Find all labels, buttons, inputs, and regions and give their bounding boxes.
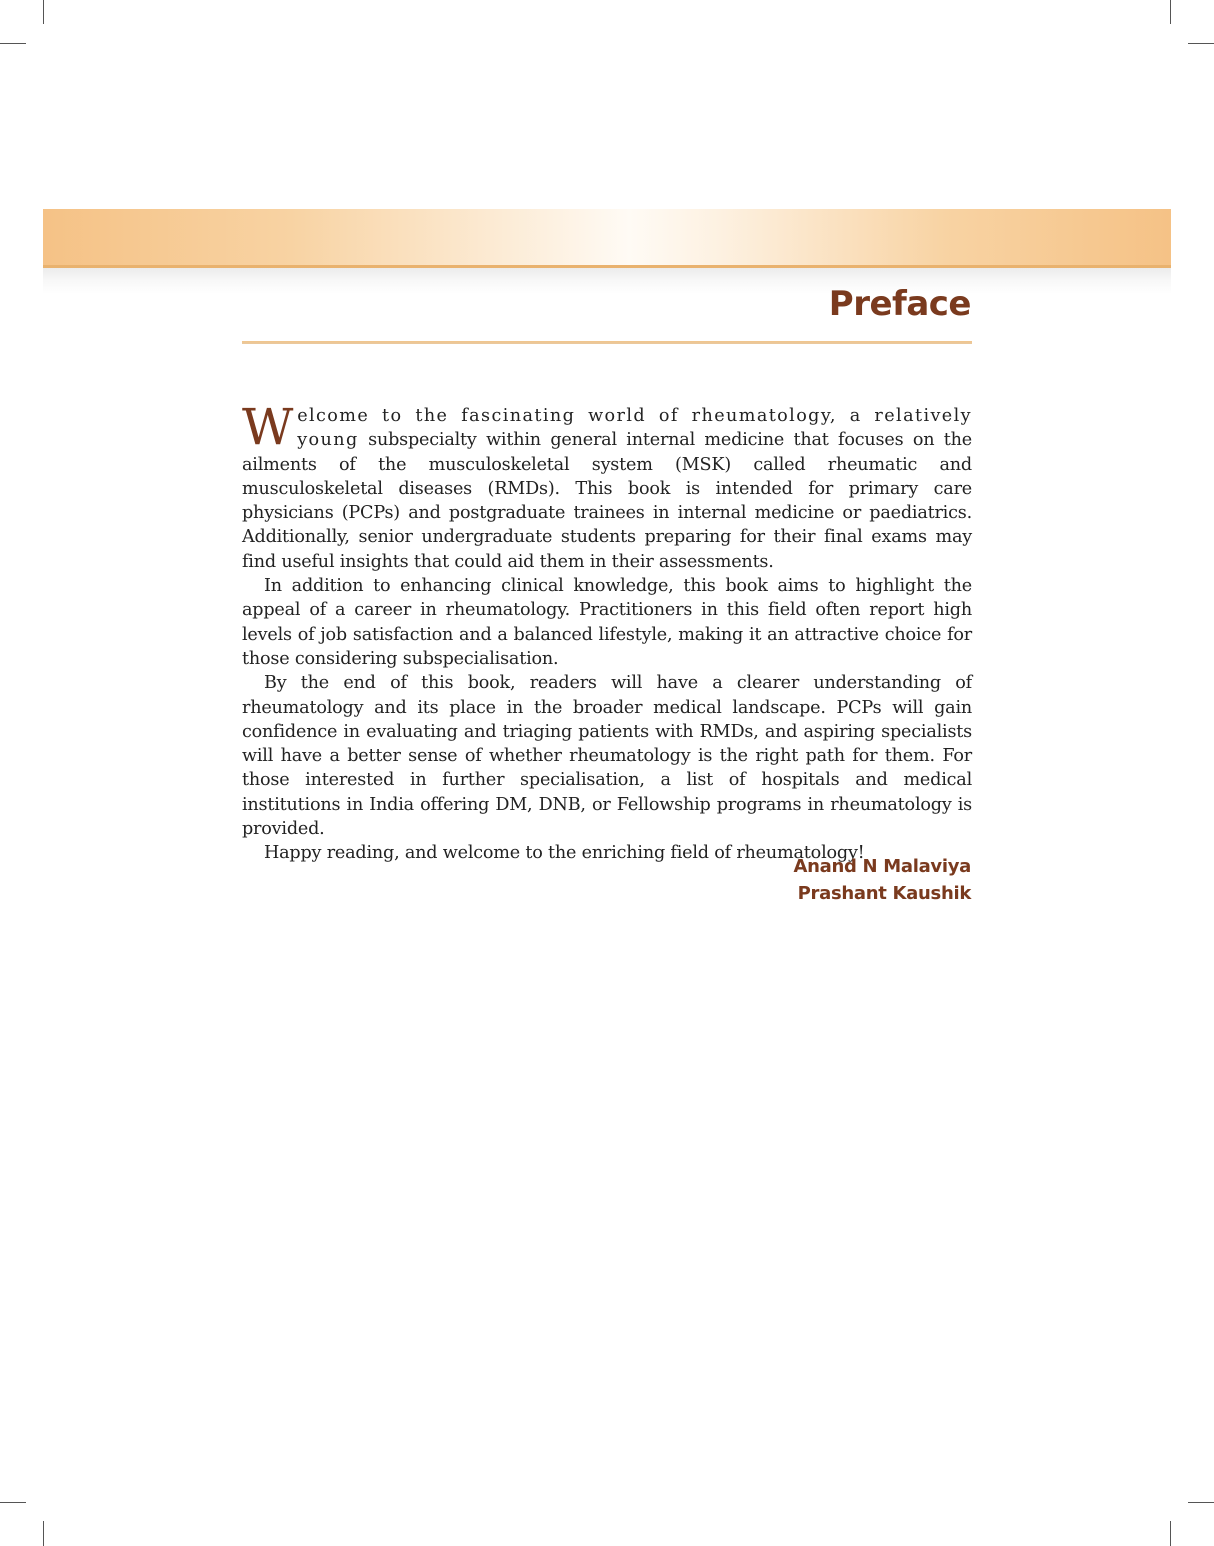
paragraph-2: In addition to enhancing clinical knowledge, this book aims to highlight the appeal of a career in rheumatology. Practitioners in this field often report high levels of job satisfaction and a balanced lifestyle, making it an attractive choice for those considering subspecialisation. [242,576,972,669]
paragraph-1-opening: elcome to the fascinating world of rheumatology, a relatively young [297,406,972,451]
author-name: Prashant Kaushik [797,883,971,904]
preface-body [242,398,972,866]
paragraph-3: By the end of this book, readers will have a clearer understanding of rheumatology and its place in the broader medical landscape. PCPs will gain confidence in evaluating and triaging patients with RMDs, and aspiring specialists will have a better sense of whether rheumatology is the right path for them. For those interested in further specialisation, a list of hospitals and medical institutions in India offering DM, DNB, or Fellowship programs in rheumatology is provided. [242,673,972,840]
drop-cap: W [242,398,294,456]
crop-mark-top-left-h [0,43,26,44]
crop-mark-bottom-right [1170,1521,1171,1546]
crop-mark-top-left [43,0,44,24]
crop-mark-top-right-h [1188,43,1214,44]
paragraph-4: Happy reading, and welcome to the enriching field of rheumatology! [264,843,865,864]
page-title: Preface [828,284,971,324]
header-banner [43,209,1171,267]
paragraph-1 [242,398,972,574]
paragraph-1-text: subspecialty within general internal medicine that focuses on the ailments of the musculoskeletal system (MSK) called rheumatic and musculoskeletal diseases (RMDs). This book is intended for primary care physicians (PCPs) and postgraduate trainees in internal medicine or paediatrics. Additionally, senior undergraduate students preparing for their final exams may find useful insights that could aid them in their assessments. [242,430,972,572]
author-name: Anand N Malaviya [793,856,971,877]
title-divider [242,341,972,344]
author-signature [793,853,971,907]
crop-mark-top-right [1170,0,1171,24]
header-banner-shadow [43,268,1171,294]
crop-mark-bottom-right-h [1188,1502,1214,1503]
crop-mark-bottom-left [43,1521,44,1546]
crop-mark-bottom-left-h [0,1502,26,1503]
